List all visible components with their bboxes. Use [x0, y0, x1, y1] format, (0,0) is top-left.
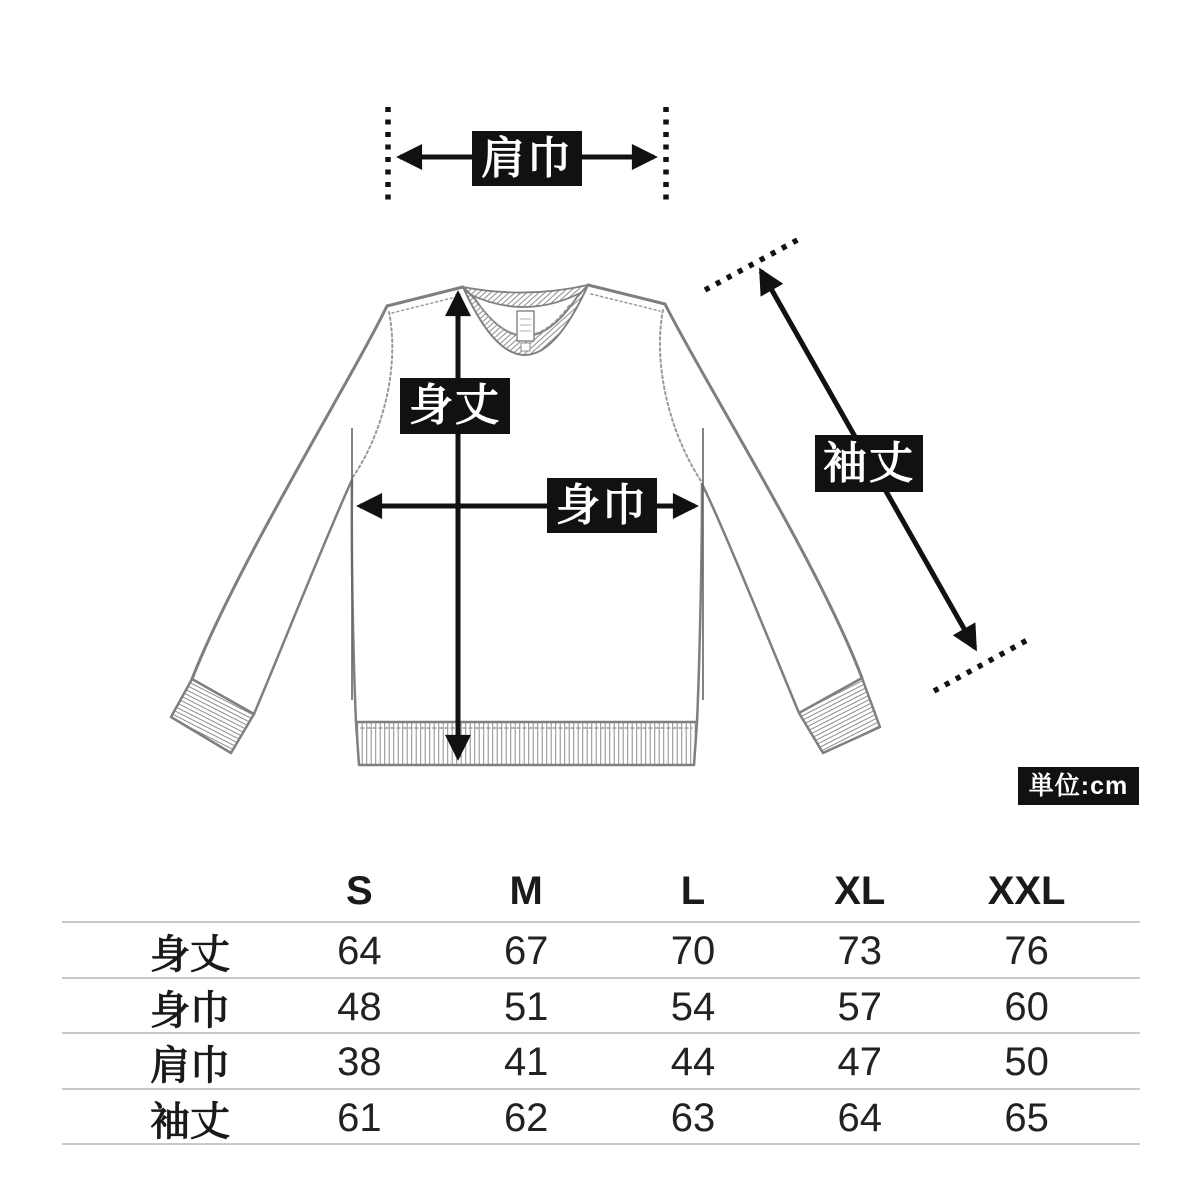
- right-shoulder-stitch: [591, 294, 660, 311]
- row-label: 身丈: [150, 933, 230, 977]
- header-cell-size-xl: XL: [834, 868, 886, 913]
- sleeve-length-extent-line-top: [705, 238, 801, 290]
- size-cell: 38: [337, 1040, 382, 1084]
- left-sleeve-outer-edge: [192, 306, 387, 679]
- size-cell: 62: [503, 1095, 549, 1140]
- row-label: 袖丈: [150, 1099, 230, 1144]
- size-cell: 73: [837, 929, 883, 973]
- table-row-body-length: [62, 923, 1140, 979]
- unit-badge: 単位:cm: [1018, 767, 1139, 805]
- right-shoulder-seam: [588, 285, 665, 304]
- size-cell: 44: [670, 1040, 716, 1084]
- neck-tag-small: [521, 343, 530, 351]
- left-sleeve-inner-edge: [254, 480, 352, 714]
- sleeve-length-label: 袖丈: [815, 435, 923, 492]
- body-right-edge: [697, 484, 702, 722]
- size-cell: 47: [837, 1040, 883, 1084]
- table-row-sleeve-length: [62, 1090, 1140, 1146]
- size-cell: 70: [670, 929, 716, 973]
- size-cell: 51: [503, 984, 549, 1029]
- left-cuff: [171, 679, 254, 753]
- size-cell: 60: [1004, 984, 1049, 1029]
- table-row-shoulder-width: [62, 1034, 1140, 1090]
- size-cell: 76: [1004, 929, 1049, 973]
- collar-back-band: [463, 285, 588, 307]
- shoulder-width-label: 肩巾: [472, 131, 582, 186]
- header-cell-size-m: M: [509, 868, 543, 913]
- size-cell: 67: [503, 929, 549, 973]
- size-cell: 64: [337, 929, 382, 973]
- size-cell: 65: [1004, 1095, 1049, 1140]
- size-cell: 61: [337, 1095, 382, 1140]
- size-cell: 64: [837, 1095, 883, 1140]
- size-cell: 63: [670, 1095, 716, 1140]
- table-row-body-width: [62, 979, 1140, 1035]
- body-width-label: 身巾: [547, 478, 657, 533]
- row-label: 肩巾: [150, 1044, 230, 1088]
- size-cell: 48: [337, 984, 382, 1029]
- row-label: 身巾: [150, 988, 230, 1033]
- header-cell-size-l: L: [680, 868, 706, 913]
- neck-tag: [517, 311, 534, 341]
- left-shoulder-stitch: [392, 296, 460, 313]
- size-cell: 41: [503, 1040, 549, 1084]
- size-cell: 50: [1004, 1040, 1049, 1084]
- left-shoulder-seam: [387, 287, 463, 306]
- body-length-label: 身丈: [400, 378, 510, 434]
- header-cell-size-xxl: XXL: [987, 868, 1066, 913]
- size-table: [62, 861, 1140, 1145]
- right-cuff: [799, 678, 880, 753]
- size-cell: 57: [837, 984, 883, 1029]
- sweatshirt-illustration: [171, 285, 880, 765]
- size-table-header-row: [62, 861, 1140, 923]
- sleeve-length-extent-line-bottom: [934, 638, 1031, 691]
- header-cell-size-s: S: [346, 868, 373, 913]
- size-cell: 54: [670, 984, 716, 1029]
